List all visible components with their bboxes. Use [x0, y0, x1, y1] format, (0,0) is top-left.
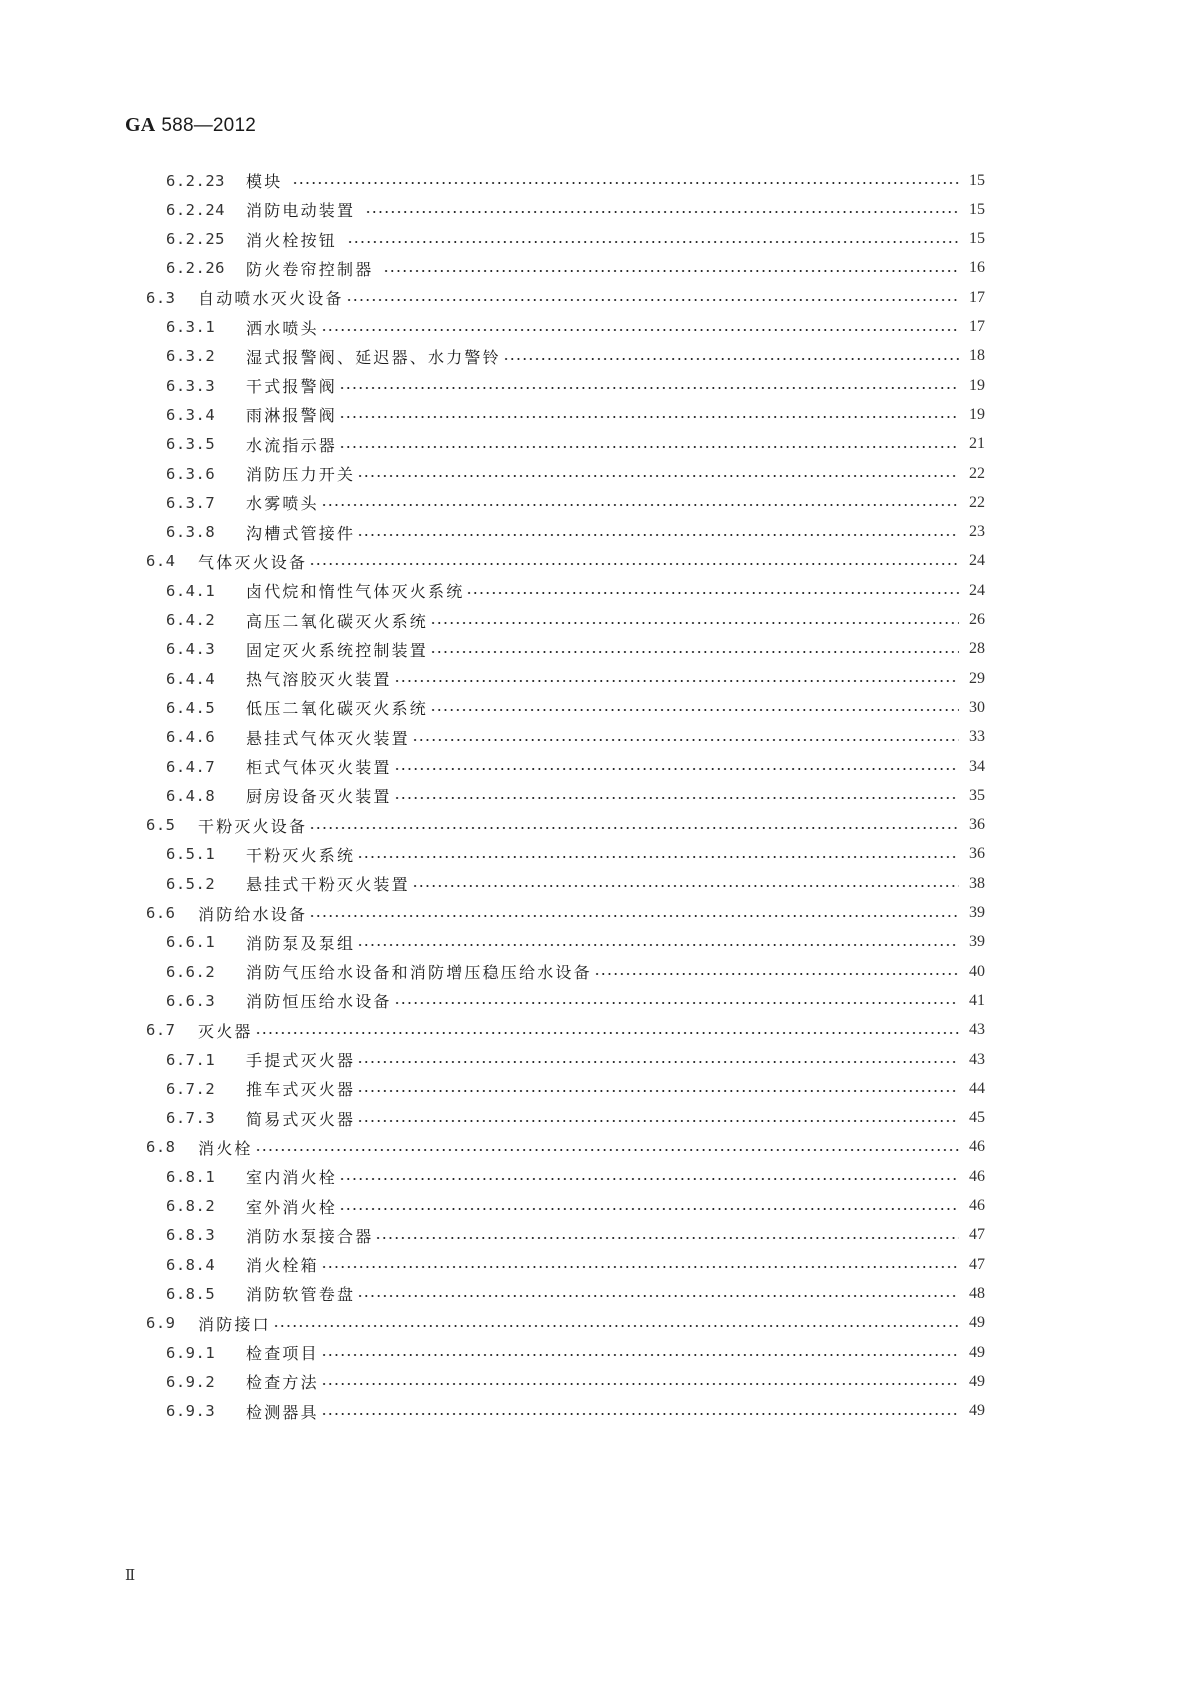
toc-entry-page-number: 30 — [969, 698, 985, 716]
dot-leader — [365, 195, 959, 224]
toc-entry-number: 6.5 — [146, 816, 176, 835]
toc-entry-title: 干粉灭火设备 — [198, 816, 308, 836]
dot-leader — [594, 957, 959, 986]
toc-entry-title: 高压二氧化碳灭火系统 — [246, 611, 429, 631]
toc-entry-title: 消防泵及泵组 — [246, 933, 356, 953]
toc-entry[interactable] — [0, 1221, 1191, 1250]
toc-entry[interactable] — [0, 928, 1191, 957]
dot-leader — [357, 1279, 959, 1308]
toc-entry-number: 6.4.4 — [166, 669, 216, 688]
dot-leader — [339, 1192, 959, 1221]
toc-entry[interactable] — [0, 1279, 1191, 1308]
toc-entry-number: 6.6.2 — [166, 962, 216, 981]
toc-entry-page-number: 47 — [969, 1226, 985, 1244]
toc-entry-title: 沟槽式管接件 — [246, 523, 356, 543]
toc-entry[interactable] — [0, 518, 1191, 547]
toc-entry-page-number: 49 — [969, 1314, 985, 1332]
dot-leader — [339, 371, 959, 400]
toc-entry-title: 固定灭火系统控制装置 — [246, 640, 429, 660]
toc-entry-number: 6.6 — [146, 904, 176, 922]
toc-entry[interactable] — [0, 488, 1191, 517]
toc-entry-title: 消防电动装置 — [246, 201, 356, 221]
toc-entry-page-number: 16 — [969, 259, 985, 277]
toc-entry-title: 消防水泵接合器 — [246, 1226, 374, 1246]
toc-entry[interactable] — [0, 400, 1191, 429]
toc-entry[interactable] — [0, 986, 1191, 1015]
toc-entry[interactable] — [0, 1367, 1191, 1396]
toc-entry-page-number: 43 — [969, 1021, 985, 1039]
toc-entry-number: 6.6.1 — [166, 933, 216, 952]
toc-entry-title: 室内消火栓 — [246, 1168, 338, 1188]
toc-entry[interactable] — [0, 1133, 1191, 1162]
toc-entry-number: 6.4.3 — [166, 640, 216, 659]
toc-entry-title: 检查项目 — [246, 1344, 319, 1363]
dot-leader — [430, 606, 959, 635]
dot-leader — [321, 1397, 959, 1426]
toc-entry-title: 水雾喷头 — [246, 494, 319, 514]
dot-leader — [357, 1074, 959, 1103]
toc-entry[interactable] — [0, 723, 1191, 752]
toc-entry-page-number: 23 — [969, 523, 985, 541]
toc-entry[interactable] — [0, 371, 1191, 400]
dot-leader — [357, 459, 959, 488]
toc-entry-number: 6.9.1 — [166, 1343, 216, 1362]
toc-entry-title: 消防恒压给水设备 — [246, 992, 392, 1012]
dot-leader — [430, 635, 959, 664]
toc-entry-page-number: 22 — [969, 493, 985, 511]
toc-entry[interactable] — [0, 1250, 1191, 1279]
toc-entry[interactable] — [0, 957, 1191, 986]
toc-entry-number: 6.2.23 — [166, 171, 225, 190]
dot-leader — [309, 899, 959, 928]
dot-leader — [321, 1250, 959, 1279]
toc-entry-title: 干粉灭火系统 — [246, 845, 356, 865]
toc-entry[interactable] — [0, 342, 1191, 371]
toc-entry-title: 消火栓按钮 — [246, 230, 338, 250]
toc-entry-number: 6.8.2 — [166, 1197, 216, 1215]
toc-entry[interactable] — [0, 840, 1191, 869]
toc-entry-page-number: 26 — [969, 611, 985, 628]
toc-entry-page-number: 40 — [969, 962, 985, 980]
toc-entry-page-number: 35 — [969, 786, 985, 804]
toc-entry[interactable] — [0, 1162, 1191, 1191]
toc-entry-title: 水流指示器 — [246, 435, 338, 455]
toc-entry-number: 6.8.4 — [166, 1255, 216, 1274]
document-code-header — [125, 114, 256, 137]
toc-entry[interactable] — [0, 1309, 1191, 1338]
dot-leader — [430, 693, 959, 722]
toc-entry-number: 6.3.4 — [166, 405, 216, 424]
toc-entry-number: 6.6.3 — [166, 991, 216, 1010]
toc-entry-title: 检测器具 — [246, 1402, 319, 1422]
toc-entry-page-number: 17 — [969, 288, 985, 306]
toc-entry-number: 6.2.24 — [166, 200, 225, 219]
standard-prefix: GA — [125, 114, 156, 136]
toc-entry-number: 6.7.3 — [166, 1109, 216, 1128]
toc-entry-page-number: 18 — [969, 347, 985, 365]
toc-entry-title: 低压二氧化碳灭火系统 — [246, 699, 429, 719]
toc-entry-number: 6.8.3 — [166, 1226, 216, 1245]
toc-entry-page-number: 15 — [969, 230, 985, 248]
dot-leader — [357, 1045, 959, 1074]
toc-entry[interactable] — [0, 781, 1191, 810]
dot-leader — [255, 1133, 959, 1162]
toc-entry-page-number: 36 — [969, 816, 985, 834]
toc-entry-title: 简易式灭火器 — [246, 1109, 356, 1129]
toc-entry-number: 6.7.1 — [166, 1050, 216, 1069]
dot-leader — [273, 1309, 959, 1338]
toc-entry-title: 模块 — [246, 172, 283, 191]
toc-entry[interactable] — [0, 195, 1191, 224]
toc-entry-title: 室外消火栓 — [246, 1197, 338, 1217]
toc-entry-page-number: 19 — [969, 405, 985, 423]
toc-entry-number: 6.3.7 — [166, 493, 216, 512]
toc-entry-page-number: 24 — [969, 552, 985, 570]
page-number-footer: Ⅱ — [125, 1568, 136, 1584]
toc-entry-title: 卤代烷和惰性气体灭火系统 — [246, 582, 465, 602]
toc-entry-page-number: 22 — [969, 464, 985, 482]
toc-entry-page-number: 43 — [969, 1050, 985, 1068]
toc-entry[interactable] — [0, 1016, 1191, 1045]
dot-leader — [375, 1221, 959, 1250]
toc-entry-title: 气体灭火设备 — [198, 552, 308, 572]
toc-entry-number: 6.9.3 — [166, 1402, 216, 1421]
dot-leader — [347, 225, 959, 254]
toc-entry-page-number: 49 — [969, 1343, 985, 1361]
toc-entry-number: 6.4.6 — [166, 728, 216, 747]
toc-entry-title: 消防压力开关 — [246, 465, 356, 484]
toc-entry-page-number: 47 — [969, 1255, 985, 1273]
toc-entry-page-number: 48 — [969, 1284, 985, 1302]
toc-entry-page-number: 24 — [969, 581, 985, 599]
toc-entry-number: 6.3.2 — [166, 347, 216, 366]
toc-entry-page-number: 46 — [969, 1167, 985, 1185]
toc-entry-title: 推车式灭火器 — [246, 1080, 356, 1100]
dot-leader — [321, 488, 959, 517]
dot-leader — [412, 723, 959, 752]
toc-entry[interactable] — [0, 254, 1191, 283]
toc-entry-title: 消火栓 — [198, 1138, 253, 1158]
dot-leader — [339, 400, 959, 429]
dot-leader — [394, 664, 959, 693]
toc-entry-number: 6.7 — [146, 1021, 176, 1040]
dot-leader — [321, 1367, 959, 1396]
toc-entry[interactable] — [0, 635, 1191, 664]
toc-entry-page-number: 38 — [969, 874, 985, 892]
toc-entry[interactable] — [0, 811, 1191, 840]
toc-entry-number: 6.7.2 — [166, 1079, 216, 1098]
toc-entry[interactable] — [0, 1045, 1191, 1074]
toc-entry-title: 消防气压给水设备和消防增压稳压给水设备 — [246, 963, 592, 983]
toc-entry-number: 6.5.2 — [166, 874, 216, 893]
toc-entry-title: 柜式气体灭火装置 — [246, 758, 392, 777]
toc-entry-title: 自动喷水灭火设备 — [198, 289, 344, 309]
dot-leader — [292, 166, 959, 195]
dot-leader — [346, 283, 959, 312]
toc-entry-number: 6.4.5 — [166, 698, 216, 717]
toc-entry-title: 厨房设备灭火装置 — [246, 787, 392, 807]
toc-entry-title: 手提式灭火器 — [246, 1051, 356, 1070]
toc-entry[interactable] — [0, 283, 1191, 312]
toc-entry-page-number: 36 — [969, 845, 985, 863]
toc-entry-number: 6.2.26 — [166, 259, 225, 278]
toc-entry[interactable] — [0, 313, 1191, 342]
toc-entry[interactable] — [0, 225, 1191, 254]
toc-entry-page-number: 29 — [969, 669, 985, 687]
toc-entry-title: 消防接口 — [198, 1314, 271, 1334]
toc-entry-page-number: 39 — [969, 933, 985, 951]
toc-entry-page-number: 33 — [969, 728, 985, 746]
dot-leader — [394, 986, 959, 1015]
dot-leader — [394, 781, 959, 810]
toc-entry-title: 洒水喷头 — [246, 318, 319, 338]
dot-leader — [412, 869, 959, 898]
toc-entry[interactable] — [0, 752, 1191, 781]
toc-entry[interactable] — [0, 664, 1191, 693]
dot-leader — [357, 1104, 959, 1133]
dot-leader — [309, 811, 959, 840]
dot-leader — [394, 752, 959, 781]
toc-entry-title: 湿式报警阀、延迟器、水力警铃 — [246, 347, 501, 367]
dot-leader — [321, 1338, 959, 1367]
toc-entry[interactable] — [0, 459, 1191, 488]
dot-leader — [503, 342, 959, 371]
toc-entry-page-number: 46 — [969, 1197, 985, 1214]
standard-number: 588—2012 — [161, 115, 256, 136]
toc-entry-page-number: 45 — [969, 1109, 985, 1127]
dot-leader — [255, 1016, 959, 1045]
toc-entry[interactable] — [0, 1397, 1191, 1426]
toc-entry[interactable] — [0, 1338, 1191, 1367]
toc-entry[interactable] — [0, 869, 1191, 898]
toc-entry[interactable] — [0, 576, 1191, 605]
toc-entry-page-number: 34 — [969, 757, 985, 775]
toc-entry[interactable] — [0, 606, 1191, 635]
toc-entry-number: 6.3.6 — [166, 464, 216, 483]
toc-entry-page-number: 44 — [969, 1079, 985, 1097]
toc-entry-number: 6.9.2 — [166, 1372, 216, 1391]
dot-leader — [357, 928, 959, 957]
toc-entry-title: 灭火器 — [198, 1021, 253, 1041]
toc-entry-number: 6.5.1 — [166, 845, 216, 864]
toc-entry-number: 6.4.8 — [166, 786, 216, 805]
toc-entry-title: 干式报警阀 — [246, 377, 338, 397]
toc-entry-title: 消防给水设备 — [198, 904, 308, 924]
dot-leader — [321, 313, 959, 342]
toc-entry-page-number: 49 — [969, 1402, 985, 1420]
toc-entry-page-number: 28 — [969, 640, 985, 658]
dot-leader — [383, 254, 959, 283]
toc-entry[interactable] — [0, 430, 1191, 459]
toc-entry[interactable] — [0, 1104, 1191, 1133]
toc-entry-page-number: 17 — [969, 318, 985, 335]
toc-entry-number: 6.4.2 — [166, 611, 216, 629]
dot-leader — [357, 840, 959, 869]
toc-entry-number: 6.2.25 — [166, 230, 225, 249]
toc-entry[interactable] — [0, 547, 1191, 576]
toc-entry-number: 6.3 — [146, 288, 176, 307]
toc-entry-number: 6.8.5 — [166, 1284, 216, 1303]
toc-entry-title: 检查方法 — [246, 1373, 319, 1393]
toc-entry-title: 悬挂式干粉灭火装置 — [246, 875, 410, 895]
toc-entry-page-number: 15 — [969, 200, 985, 218]
toc-entry-page-number: 15 — [969, 171, 985, 189]
toc-entry[interactable] — [0, 1074, 1191, 1103]
toc-entry-page-number: 49 — [969, 1372, 985, 1390]
dot-leader — [339, 1162, 959, 1191]
toc-entry-title: 雨淋报警阀 — [246, 406, 338, 426]
toc-entry[interactable] — [0, 1192, 1191, 1221]
toc-entry-page-number: 46 — [969, 1138, 985, 1156]
toc-entry-number: 6.3.3 — [166, 376, 216, 395]
toc-entry-title: 消火栓箱 — [246, 1256, 319, 1276]
toc-entry[interactable] — [0, 166, 1191, 195]
toc-entry-page-number: 19 — [969, 376, 985, 394]
toc-entry-number: 6.8.1 — [166, 1167, 216, 1186]
toc-entry-number: 6.9 — [146, 1314, 176, 1333]
toc-entry-page-number: 21 — [969, 435, 985, 453]
toc-entry-number: 6.3.8 — [166, 523, 216, 542]
toc-entry-title: 悬挂式气体灭火装置 — [246, 728, 410, 748]
toc-entry-page-number: 41 — [969, 991, 985, 1009]
toc-entry-number: 6.4.1 — [166, 581, 216, 600]
toc-entry-number: 6.4.7 — [166, 757, 216, 776]
toc-entry-number: 6.3.5 — [166, 435, 216, 454]
toc-entry-title: 消防软管卷盘 — [246, 1285, 356, 1305]
toc-entry-page-number: 39 — [969, 904, 985, 921]
dot-leader — [309, 547, 959, 576]
toc-entry-number: 6.3.1 — [166, 318, 216, 336]
toc-entry-title: 防火卷帘控制器 — [246, 259, 374, 279]
dot-leader — [466, 576, 959, 605]
toc-entry[interactable] — [0, 899, 1191, 928]
toc-entry-number: 6.8 — [146, 1138, 176, 1157]
dot-leader — [357, 518, 959, 547]
toc-entry[interactable] — [0, 693, 1191, 722]
toc-entry-title: 热气溶胶灭火装置 — [246, 670, 392, 690]
dot-leader — [339, 430, 959, 459]
toc-entry-number: 6.4 — [146, 552, 176, 571]
